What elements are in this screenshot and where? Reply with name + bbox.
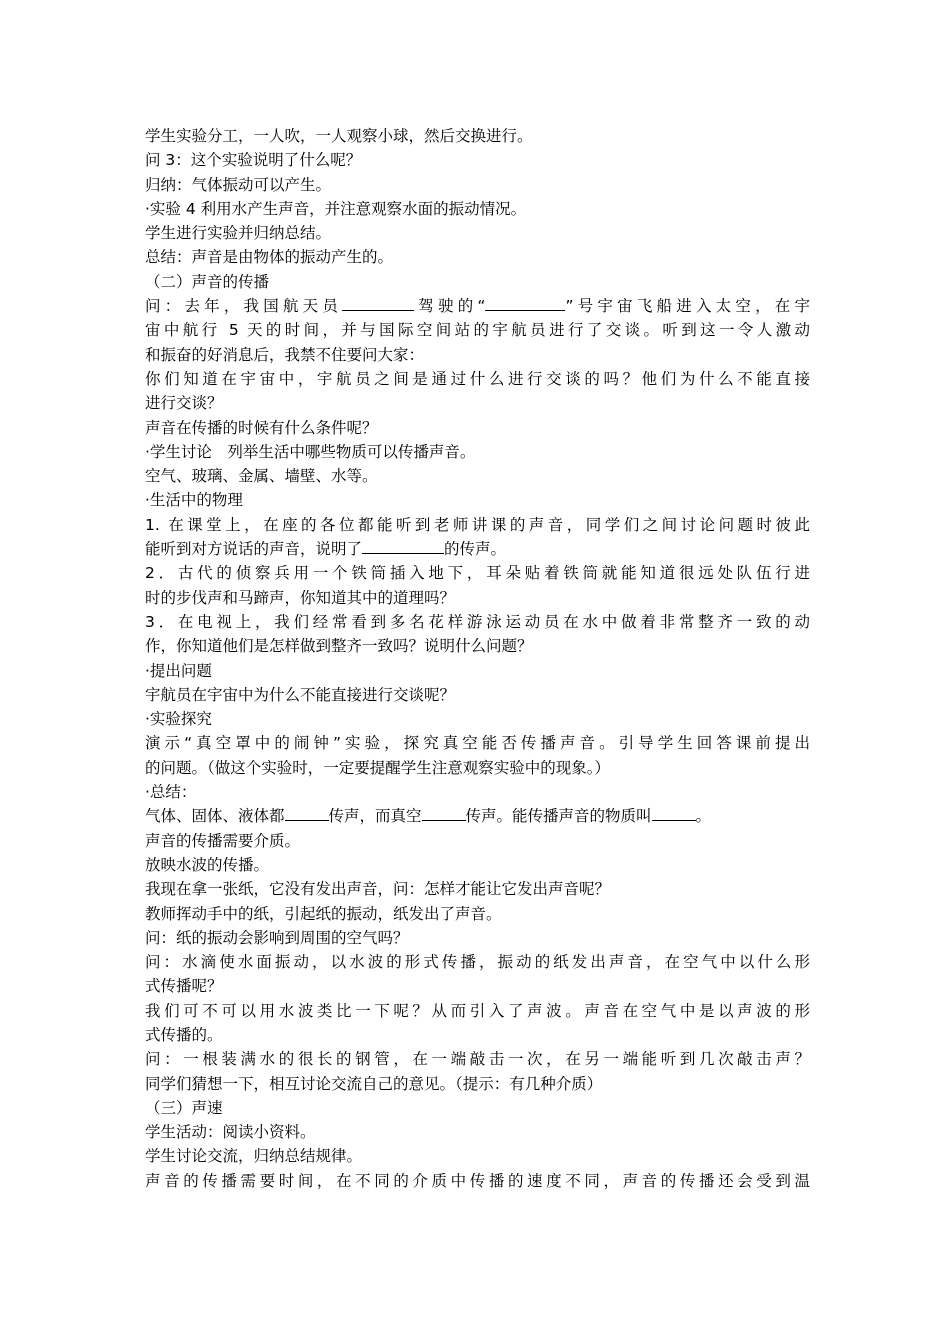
- text-line: ·实验探究: [145, 710, 212, 729]
- text-line: 2．古代的侦察兵用一个铁筒插入地下，耳朵贴着铁筒就能知道很远处队伍行进: [145, 564, 810, 583]
- text-line: 进行交谈？: [145, 394, 223, 413]
- text-span: 驾驶的“: [414, 297, 486, 316]
- fill-in-blank: [362, 539, 444, 554]
- document-body: [145, 124, 810, 1193]
- text-line: 问：水滴使水面振动，以水波的形式传播，振动的纸发出声音，在空气中以什么形: [145, 953, 810, 972]
- fill-in-blank: [485, 296, 565, 311]
- text-line: （二）声音的传播: [145, 272, 270, 291]
- text-line: ·生活中的物理: [145, 491, 243, 510]
- text-line: 和振奋的好消息后，我禁不住要问大家：: [145, 345, 425, 364]
- text-line: 你们知道在宇宙中，宇航员之间是通过什么进行交谈的吗？他们为什么不能直接: [145, 369, 810, 388]
- text-line: 式传播呢？: [145, 977, 223, 996]
- text-line: 的问题。（做这个实验时，一定要提醒学生注意观察实验中的现象。）: [145, 758, 611, 777]
- text-line: 学生活动：阅读小资料。: [145, 1123, 316, 1142]
- text-span: 的传声。: [444, 540, 507, 559]
- text-line: 问：纸的振动会影响到周围的空气吗？: [145, 928, 409, 947]
- text-span: 传声，而真空: [328, 807, 422, 826]
- text-span: ”号宇宙飞船进入太空，在宇: [565, 297, 811, 316]
- fill-in-blank: [342, 296, 414, 311]
- text-line: 同学们猜想一下，相互讨论交流自己的意见。（提示：有几种介质）: [145, 1074, 603, 1093]
- text-line: 教师挥动手中的纸，引起纸的振动，纸发出了声音。: [145, 904, 502, 923]
- fill-in-blank: [422, 806, 466, 821]
- fill-in-blank: [285, 806, 329, 821]
- text-line: 演示“真空罩中的闹钟”实验，探究真空能否传播声音。引导学生回答课前提出: [145, 734, 810, 753]
- text-line: [145, 537, 810, 561]
- text-line: 宙中航行 5 天的时间，并与国际空间站的宇航员进行了交谈。听到这一令人激动: [145, 321, 810, 340]
- text-line: ·学生讨论 列举生活中哪些物质可以传播声音。: [145, 442, 476, 461]
- text-line: [145, 804, 810, 828]
- text-line: 时的步伐声和马蹄声，你知道其中的道理吗？: [145, 588, 456, 607]
- text-line: 归纳：气体振动可以产生。: [145, 175, 332, 194]
- text-line: ·提出问题: [145, 661, 212, 680]
- text-line: 放映水波的传播。: [145, 855, 270, 874]
- text-span: 问：去年，我国航天员: [145, 297, 343, 316]
- fill-in-blank: [652, 806, 696, 821]
- text-span: 。: [695, 807, 712, 826]
- text-line: 学生实验分工，一人吹，一人观察小球，然后交换进行。: [145, 127, 533, 145]
- text-line: 宇航员在宇宙中为什么不能直接进行交谈呢？: [145, 685, 456, 704]
- text-line: 问：一根装满水的很长的钢管，在一端敲击一次，在另一端能听到几次敲击声？: [145, 1050, 810, 1069]
- text-line: 声音的传播需要介质。: [145, 831, 301, 850]
- text-line: 总结：声音是由物体的振动产生的。: [145, 248, 394, 267]
- text-span: 气体、固体、液体都: [145, 807, 285, 826]
- text-line: ·实验 4 利用水产生声音，并注意观察水面的振动情况。: [145, 199, 527, 218]
- text-line: 我们可不可以用水波类比一下呢？从而引入了声波。声音在空气中是以声波的形: [145, 1001, 810, 1020]
- text-line: 作，你知道他们是怎样做到整齐一致吗？说明什么问题？: [145, 637, 533, 656]
- text-line: 1. 在课堂上，在座的各位都能听到老师讲课的声音，同学们之间讨论问题时彼此: [145, 515, 810, 534]
- text-line: ·总结：: [145, 783, 197, 802]
- text-line: 学生讨论交流，归纳总结规律。: [145, 1147, 363, 1166]
- text-line: 声音的传播需要时间，在不同的介质中传播的速度不同，声音的传播还会受到温: [145, 1171, 810, 1190]
- text-line: [145, 294, 810, 318]
- text-line: 我现在拿一张纸，它没有发出声音，问：怎样才能让它发出声音呢？: [145, 880, 611, 899]
- text-span: 能听到对方说话的声音，说明了: [145, 540, 363, 559]
- text-line: 空气、玻璃、金属、墙壁、水等。: [145, 467, 378, 486]
- text-line: 3．在电视上，我们经常看到多名花样游泳运动员在水中做着非常整齐一致的动: [145, 612, 810, 631]
- text-line: 问 3：这个实验说明了什么呢？: [145, 151, 362, 170]
- text-line: 声音在传播的时候有什么条件呢？: [145, 418, 378, 437]
- text-line: （三）声速: [145, 1098, 223, 1117]
- text-line: 式传播的。: [145, 1025, 223, 1044]
- text-line: 学生进行实验并归纳总结。: [145, 224, 332, 243]
- text-span: 传声。能传播声音的物质叫: [465, 807, 652, 826]
